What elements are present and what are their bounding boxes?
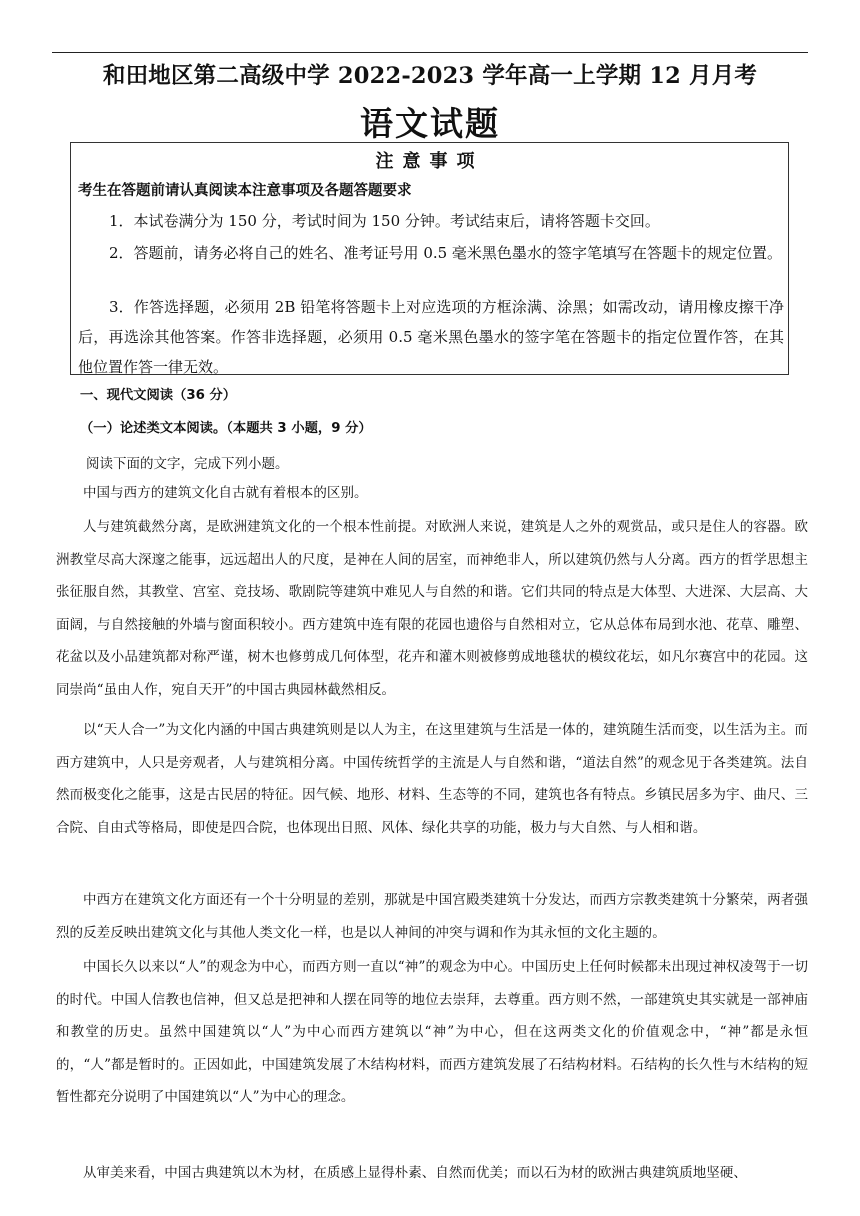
notice-title: 注意事项 (375, 151, 484, 172)
reading-instruction: 阅读下面的文字，完成下列小题。 (86, 456, 289, 472)
notice-item-2: 2．答题前，请务必将自己的姓名、准考证号用 0.5 毫米黑色墨水的签字笔填写在答题卡的规定位置。 (109, 244, 782, 262)
subsection-heading: （一）论述类文本阅读。（本题共 3 小题，9 分） (80, 421, 372, 436)
section-heading: 一、现代文阅读（36 分） (80, 388, 237, 403)
notice-box (70, 142, 789, 375)
passage-paragraph: 中西方在建筑文化方面还有一个十分明显的差别，那就是中国宫殿类建筑十分发达，而西方宗教类建筑十分繁荣，两者强烈的反差反映出建筑文化与其他人类文化一样，也是以人神间的冲突与调和作为其永恒的文化主题的。 (56, 892, 808, 941)
passage-paragraph: 中国与西方的建筑文化自古就有着根本的区别。 (83, 485, 368, 501)
passage-paragraph: 以“天人合一”为文化内涵的中国古典建筑则是以人为主，在这里建筑与生活是一体的，建筑随生活而变，以生活为主。而西方建筑中，人只是旁观者，人与建筑相分离。中国传统哲学的主流是人与自然和谐，“道法自然”的观念见于各类建筑。法自然而极变化之能事，这是古民居的特征。因气候、地形、材料、生态等的不同，建筑也各有特点。乡镇民居多为宇、曲尺、三合院、自由式等格局，即使是四合院，也体现出日照、风体、绿化共享的功能，极力与大自然、与人相和谐。 (56, 722, 808, 836)
notice-item-1: 1．本试卷满分为 150 分，考试时间为 150 分钟。考试结束后，请将答题卡交回。 (109, 212, 660, 230)
passage-paragraph: 从审美来看，中国古典建筑以木为材，在质感上显得朴素、自然而优美；而以石为材的欧洲古典建筑质地坚硬、 (83, 1165, 747, 1181)
top-rule (52, 52, 808, 53)
notice-item-3: 3．作答选择题，必须用 2B 铅笔将答题卡上对应选项的方框涂满、涂黑；如需改动，请用橡皮擦干净后，再选涂其他答案。作答非选择题，必须用 0.5 毫米黑色墨水的签字笔在答题卡的指定位置作答，在其他位置作答一律无效。 (78, 298, 784, 376)
subject-title: 语文试题 (360, 104, 500, 143)
exam-title: 和田地区第二高级中学 2022-2023 学年高一上学期 12 月月考 (102, 63, 758, 89)
passage-paragraph: 中国长久以来以“人”的观念为中心，而西方则一直以“神”的观念为中心。中国历史上任何时候都未出现过神权凌驾于一切的时代。中国人信教也信神，但又总是把神和人摆在同等的地位去崇拜，去尊重。西方则不然，一部建筑史其实就是一部神庙和教堂的历史。虽然中国建筑以“人”为中心而西方建筑以“神”为中心，但在这两类文化的价值观念中，“神”都是永恒的，“人”都是暂时的。正因如此，中国建筑发展了木结构材料，而西方建筑发展了石结构材料。石结构的长久性与木结构的短暂性都充分说明了中国建筑以“人”为中心的理念。 (56, 959, 808, 1105)
notice-requirement: 考生在答题前请认真阅读本注意事项及各题答题要求 (78, 183, 412, 199)
passage-paragraph: 人与建筑截然分离，是欧洲建筑文化的一个根本性前提。对欧洲人来说，建筑是人之外的观赏品，或只是住人的容器。欧洲教堂尽高大深邃之能事，远远超出人的尺度，是神在人间的居室，而神绝非人，所以建筑仍然与人分离。西方的哲学思想主张征服自然，其教堂、宫室、竞技场、歌剧院等建筑中难见人与自然的和谐。它们共同的特点是大体型、大进深、大层高、大面阔，与自然接触的外墙与窗面积较小。西方建筑中连有限的花园也遗俗与自然相对立，它从总体布局到水池、花草、雕塑、花盆以及小品建筑都对称严谨，树木也修剪成几何体型，花卉和灌木则被修剪成地毯状的模纹花坛，如凡尔赛宫中的花园。这同崇尚“虽由人作，宛自天开”的中国古典园林截然相反。 (56, 519, 808, 698)
